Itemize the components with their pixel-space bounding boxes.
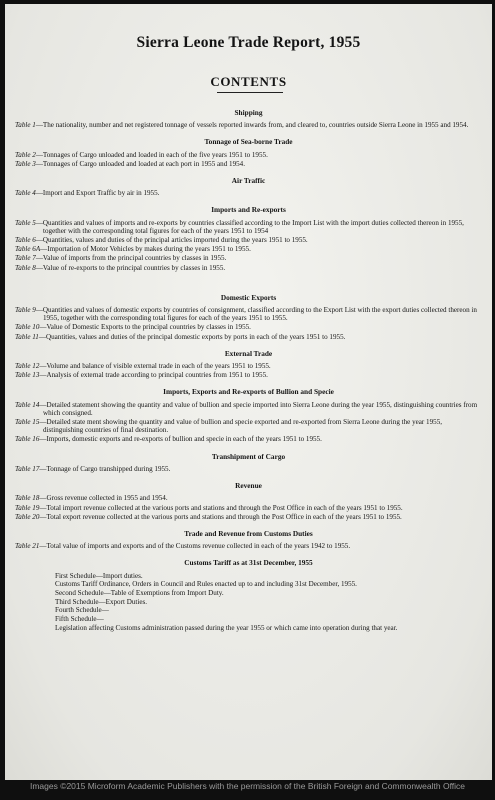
- schedule-item: Third Schedule—Export Duties.: [55, 597, 148, 606]
- table-entry: [15, 435, 482, 443]
- em-dash: —: [35, 159, 43, 168]
- table-label: Table 15: [15, 418, 40, 427]
- table-description: Gross revenue collected in 1955 and 1954.: [46, 494, 168, 503]
- table-description: Total export revenue collected at the various ports and stations and through the Post Office in each of the years 1951 to 1955.: [46, 512, 402, 521]
- table-entry: [15, 542, 482, 550]
- copyright-footer: Images ©2015 Microform Academic Publishers with the permission of the British Foreign and Commonwealth Office: [29, 781, 466, 791]
- section-heading: Air Traffic: [231, 176, 266, 186]
- em-dash: —: [39, 464, 47, 473]
- table-label: Table 16: [15, 435, 40, 444]
- table-entry: [15, 362, 482, 370]
- em-dash: —: [39, 418, 47, 427]
- table-label: Table 6A: [15, 245, 41, 254]
- table-label: Table 4: [15, 189, 36, 198]
- table-description: Volume and balance of visible external trade in each of the years 1951 to 1955.: [46, 362, 271, 371]
- table-description: Quantities, values and duties of the principal articles imported during the years 1951 to 1955.: [42, 236, 308, 245]
- table-label: Table 6: [15, 236, 36, 245]
- table-entry: [15, 245, 482, 253]
- table-entry: [15, 236, 482, 244]
- table-entry: [15, 160, 482, 168]
- table-description: Analysis of external trade according to principal countries from 1951 to 1955.: [46, 371, 268, 380]
- table-description: Quantities and values of imports and re-exports by countries classified according to the Import List with the import duties collected thereon in 1955, together with the corresponding total figures for each of the years 1951 to 1954: [42, 218, 464, 235]
- em-dash: —: [38, 332, 46, 341]
- em-dash: —: [39, 494, 47, 503]
- schedule-item: Fourth Schedule—: [55, 606, 109, 615]
- table-label: Table 2: [15, 150, 36, 159]
- table-label: Table 5: [15, 218, 36, 227]
- section-heading: Imports and Re-exports: [211, 205, 286, 215]
- table-label: Table 7: [15, 254, 36, 263]
- em-dash: —: [35, 218, 43, 227]
- table-description: Import and Export Traffic by air in 1955.: [42, 189, 160, 198]
- table-label: Table 19: [15, 503, 40, 512]
- table-label: Table 13: [15, 371, 40, 380]
- table-description: Tonnages of Cargo unloaded and loaded in each of the five years 1951 to 1955.: [42, 150, 268, 159]
- table-description: Tonnage of Cargo transhipped during 1955.: [46, 464, 171, 473]
- table-entry: [15, 333, 482, 341]
- section-heading: Imports, Exports and Re-exports of Bullion and Specie: [163, 387, 334, 397]
- schedule-item: Second Schedule—Table of Exemptions from Import Duty.: [55, 588, 224, 597]
- table-entry: [15, 264, 482, 272]
- table-entry: [15, 189, 482, 197]
- section-heading: Trade and Revenue from Customs Duties: [184, 528, 313, 538]
- table-description: Detailed statement showing the quantity and value of bullion and specie imported into Sierra Leone during the year 1955, distinguishing countries from which consigned.: [43, 400, 478, 417]
- page-title: Sierra Leone Trade Report, 1955: [136, 34, 361, 51]
- table-entry: [15, 219, 482, 235]
- em-dash: —: [39, 362, 47, 371]
- table-entry: [15, 504, 482, 512]
- document-page: [5, 4, 492, 780]
- table-description: Total import revenue collected at the various ports and stations and through the Post Office in each of the years 1951 to 1955.: [46, 503, 403, 512]
- table-description: The nationality, number and net registered tonnage of vessels reported inwards from, and cleared to, countries outside Sierra Leone in 1955 and 1954.: [42, 121, 469, 130]
- schedule-item: First Schedule—Import duties.: [55, 571, 143, 580]
- table-entry: [15, 323, 482, 331]
- em-dash: —: [35, 306, 43, 315]
- table-description: Value of imports from the principal countries by classes in 1955.: [42, 254, 227, 263]
- em-dash: —: [39, 503, 47, 512]
- em-dash: —: [35, 236, 43, 245]
- table-entry: [15, 254, 482, 262]
- table-of-contents: [15, 100, 482, 632]
- section-heading: Shipping: [234, 108, 263, 117]
- section-heading: Transhipment of Cargo: [211, 451, 286, 461]
- table-entry: [15, 418, 482, 434]
- table-description: Total value of imports and exports and of the Customs revenue collected in each of the years 1942 to 1955.: [46, 542, 351, 551]
- contents-underline: [217, 92, 283, 93]
- em-dash: —: [35, 254, 43, 263]
- table-entry: [15, 465, 482, 473]
- em-dash: —: [39, 323, 47, 332]
- schedule-item: Legislation affecting Customs administration passed during the year 1955 or which came into operation during that year.: [55, 623, 398, 632]
- table-entry: [15, 513, 482, 521]
- em-dash: —: [39, 542, 47, 551]
- em-dash: —: [35, 263, 43, 272]
- table-label: Table 8: [15, 263, 36, 272]
- table-entry: [15, 401, 482, 417]
- em-dash: —: [39, 400, 47, 409]
- table-label: Table 1: [15, 121, 36, 130]
- table-label: Table 12: [15, 362, 40, 371]
- table-label: Table 3: [15, 159, 36, 168]
- section-heading: Revenue: [235, 481, 262, 491]
- table-description: Detailed state ment showing the quantity and value of bullion and specie exported and re-exported from Sierra Leone during the year 1955, distinguishing countries of final destination.: [43, 418, 443, 435]
- table-label: Table 10: [15, 323, 40, 332]
- table-description: Quantities, values and duties of the principal domestic exports by ports in each of the years 1951 to 1955.: [45, 332, 346, 341]
- table-label: Table 11: [15, 332, 39, 341]
- tariff-heading: Customs Tariff as at 31st December, 1955: [184, 558, 313, 568]
- schedule-item: Fifth Schedule—: [55, 615, 104, 624]
- section-heading: External Trade: [224, 348, 273, 358]
- table-label: Table 21: [15, 542, 40, 551]
- table-label: Table 17: [15, 464, 40, 473]
- table-entry: [15, 306, 482, 322]
- em-dash: —: [39, 512, 47, 521]
- table-description: Tonnages of Cargo unloaded and loaded at each port in 1955 and 1954.: [42, 159, 246, 168]
- table-label: Table 20: [15, 512, 40, 521]
- table-entry: [15, 494, 482, 502]
- em-dash: —: [35, 150, 43, 159]
- table-description: Value of Domestic Exports to the principal countries by classes in 1955.: [46, 323, 251, 332]
- table-entry: [15, 371, 482, 379]
- table-label: Table 14: [15, 400, 40, 409]
- section-heading: Domestic Exports: [220, 292, 277, 302]
- em-dash: —: [39, 435, 47, 444]
- table-entry: [15, 121, 482, 129]
- em-dash: —: [35, 121, 43, 130]
- em-dash: —: [39, 371, 47, 380]
- table-label: Table 18: [15, 494, 40, 503]
- table-description: Imports, domestic exports and re-exports of bullion and specie in each of the years 1951 to 1955.: [46, 435, 322, 444]
- schedule-item: Customs Tariff Ordinance, Orders in Council and Rules enacted up to and including 31st December, 1955.: [55, 580, 357, 589]
- em-dash: —: [35, 189, 43, 198]
- table-description: Quantities and values of domestic exports by countries of consignment, classified according to the Export List with the export duties collected thereon in 1955, together with the corresponding total figures for each of the years 1951 to 1955.: [42, 306, 477, 323]
- table-label: Table 9: [15, 306, 36, 315]
- em-dash: —: [40, 245, 48, 254]
- table-description: Importation of Motor Vehicles by makes during the years 1951 to 1955.: [47, 245, 251, 254]
- contents-heading: CONTENTS: [210, 74, 287, 89]
- section-heading: Tonnage of Sea-borne Trade: [204, 137, 293, 147]
- table-description: Value of re-exports to the principal countries by classes in 1955.: [42, 263, 226, 272]
- table-entry: [15, 151, 482, 159]
